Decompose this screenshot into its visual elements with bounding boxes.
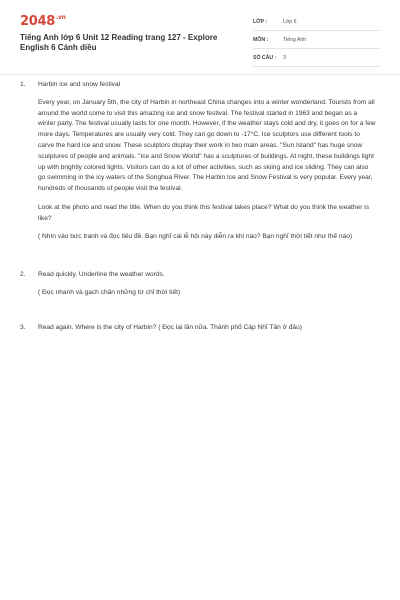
question-number: 3. [20,323,26,331]
question-item [20,270,376,299]
reading-passage: Every year, on January 5th, the city of Harbin in northeast China changes into a winter wonderland. Tourists from all around the world come to visit this amazing ice and snow festival. The festival started in 1963 and began as a winter party. The festival usually lasts for one month. However, if the weather stays cold and dry, it goes on for a few more days. Temperatures are usually very cold. They can go down to -17°C. Ice sculptors use different tools to carve the hard ice and snow. These sculptors display their work in two main areas. "Sun Island" has huge snow sculptures of people and animals. "Ice and Snow World" has a sculptures of buildings. At night, these buildings light up with brightly colored lights. Visitors can do a lot of other activities, such as skiing and ice sliding. They can also go swimming in the icy waters of the Songhua River. The Harbin Ice and Snow Festival is very popular. Every year, hundreds of thousands of people visit the festival. [38,98,376,193]
question-item [20,323,376,334]
meta-key: LỚP : [253,19,268,25]
page-title: Tiếng Anh lớp 6 Unit 12 Reading trang 127 - Explore English 6 Cánh diều [20,33,218,52]
site-logo[interactable] [20,14,66,29]
question-heading: Read quickly. Underline the weather words. [38,271,165,279]
question-item [20,80,376,242]
question-number: 1. [20,81,26,88]
logo-main: 2048 [20,14,55,29]
meta-value: Tiếng Anh [283,37,307,43]
question-heading: Read again. Where is the city of Harbin? ( Đọc lại lần nữa. Thành phố Cáp Nhĩ Tân ở đâu) [38,323,302,331]
meta-key: SỐ CÂU : [253,55,277,61]
question-translation: ( Nhìn vào bức tranh và đọc tiêu đề. Bạn nghĩ cái lễ hội này diễn ra khi nào? Bạn nghĩ thời tiết như thế nào) [38,232,353,240]
meta-row-count [253,51,380,67]
logo-suffix: .vn [55,14,66,21]
question-number: 2. [20,271,26,279]
question-list [20,80,376,334]
page-header [20,14,380,66]
question-task: Look at the photo and read the title. When do you think this festival takes place? What do you think the weather is like? [38,203,369,222]
meta-value: 3 [283,55,286,61]
question-translation: ( Đọc nhanh và gạch chân những từ chỉ thời tiết) [38,289,181,297]
header-divider [0,74,400,75]
meta-key: MÔN : [253,37,269,43]
meta-panel [253,15,380,69]
meta-row-subject [253,33,380,49]
meta-row-grade [253,15,380,31]
question-heading: Harbin ice and snow festival [38,81,121,88]
meta-value: Lớp 6 [283,19,297,25]
